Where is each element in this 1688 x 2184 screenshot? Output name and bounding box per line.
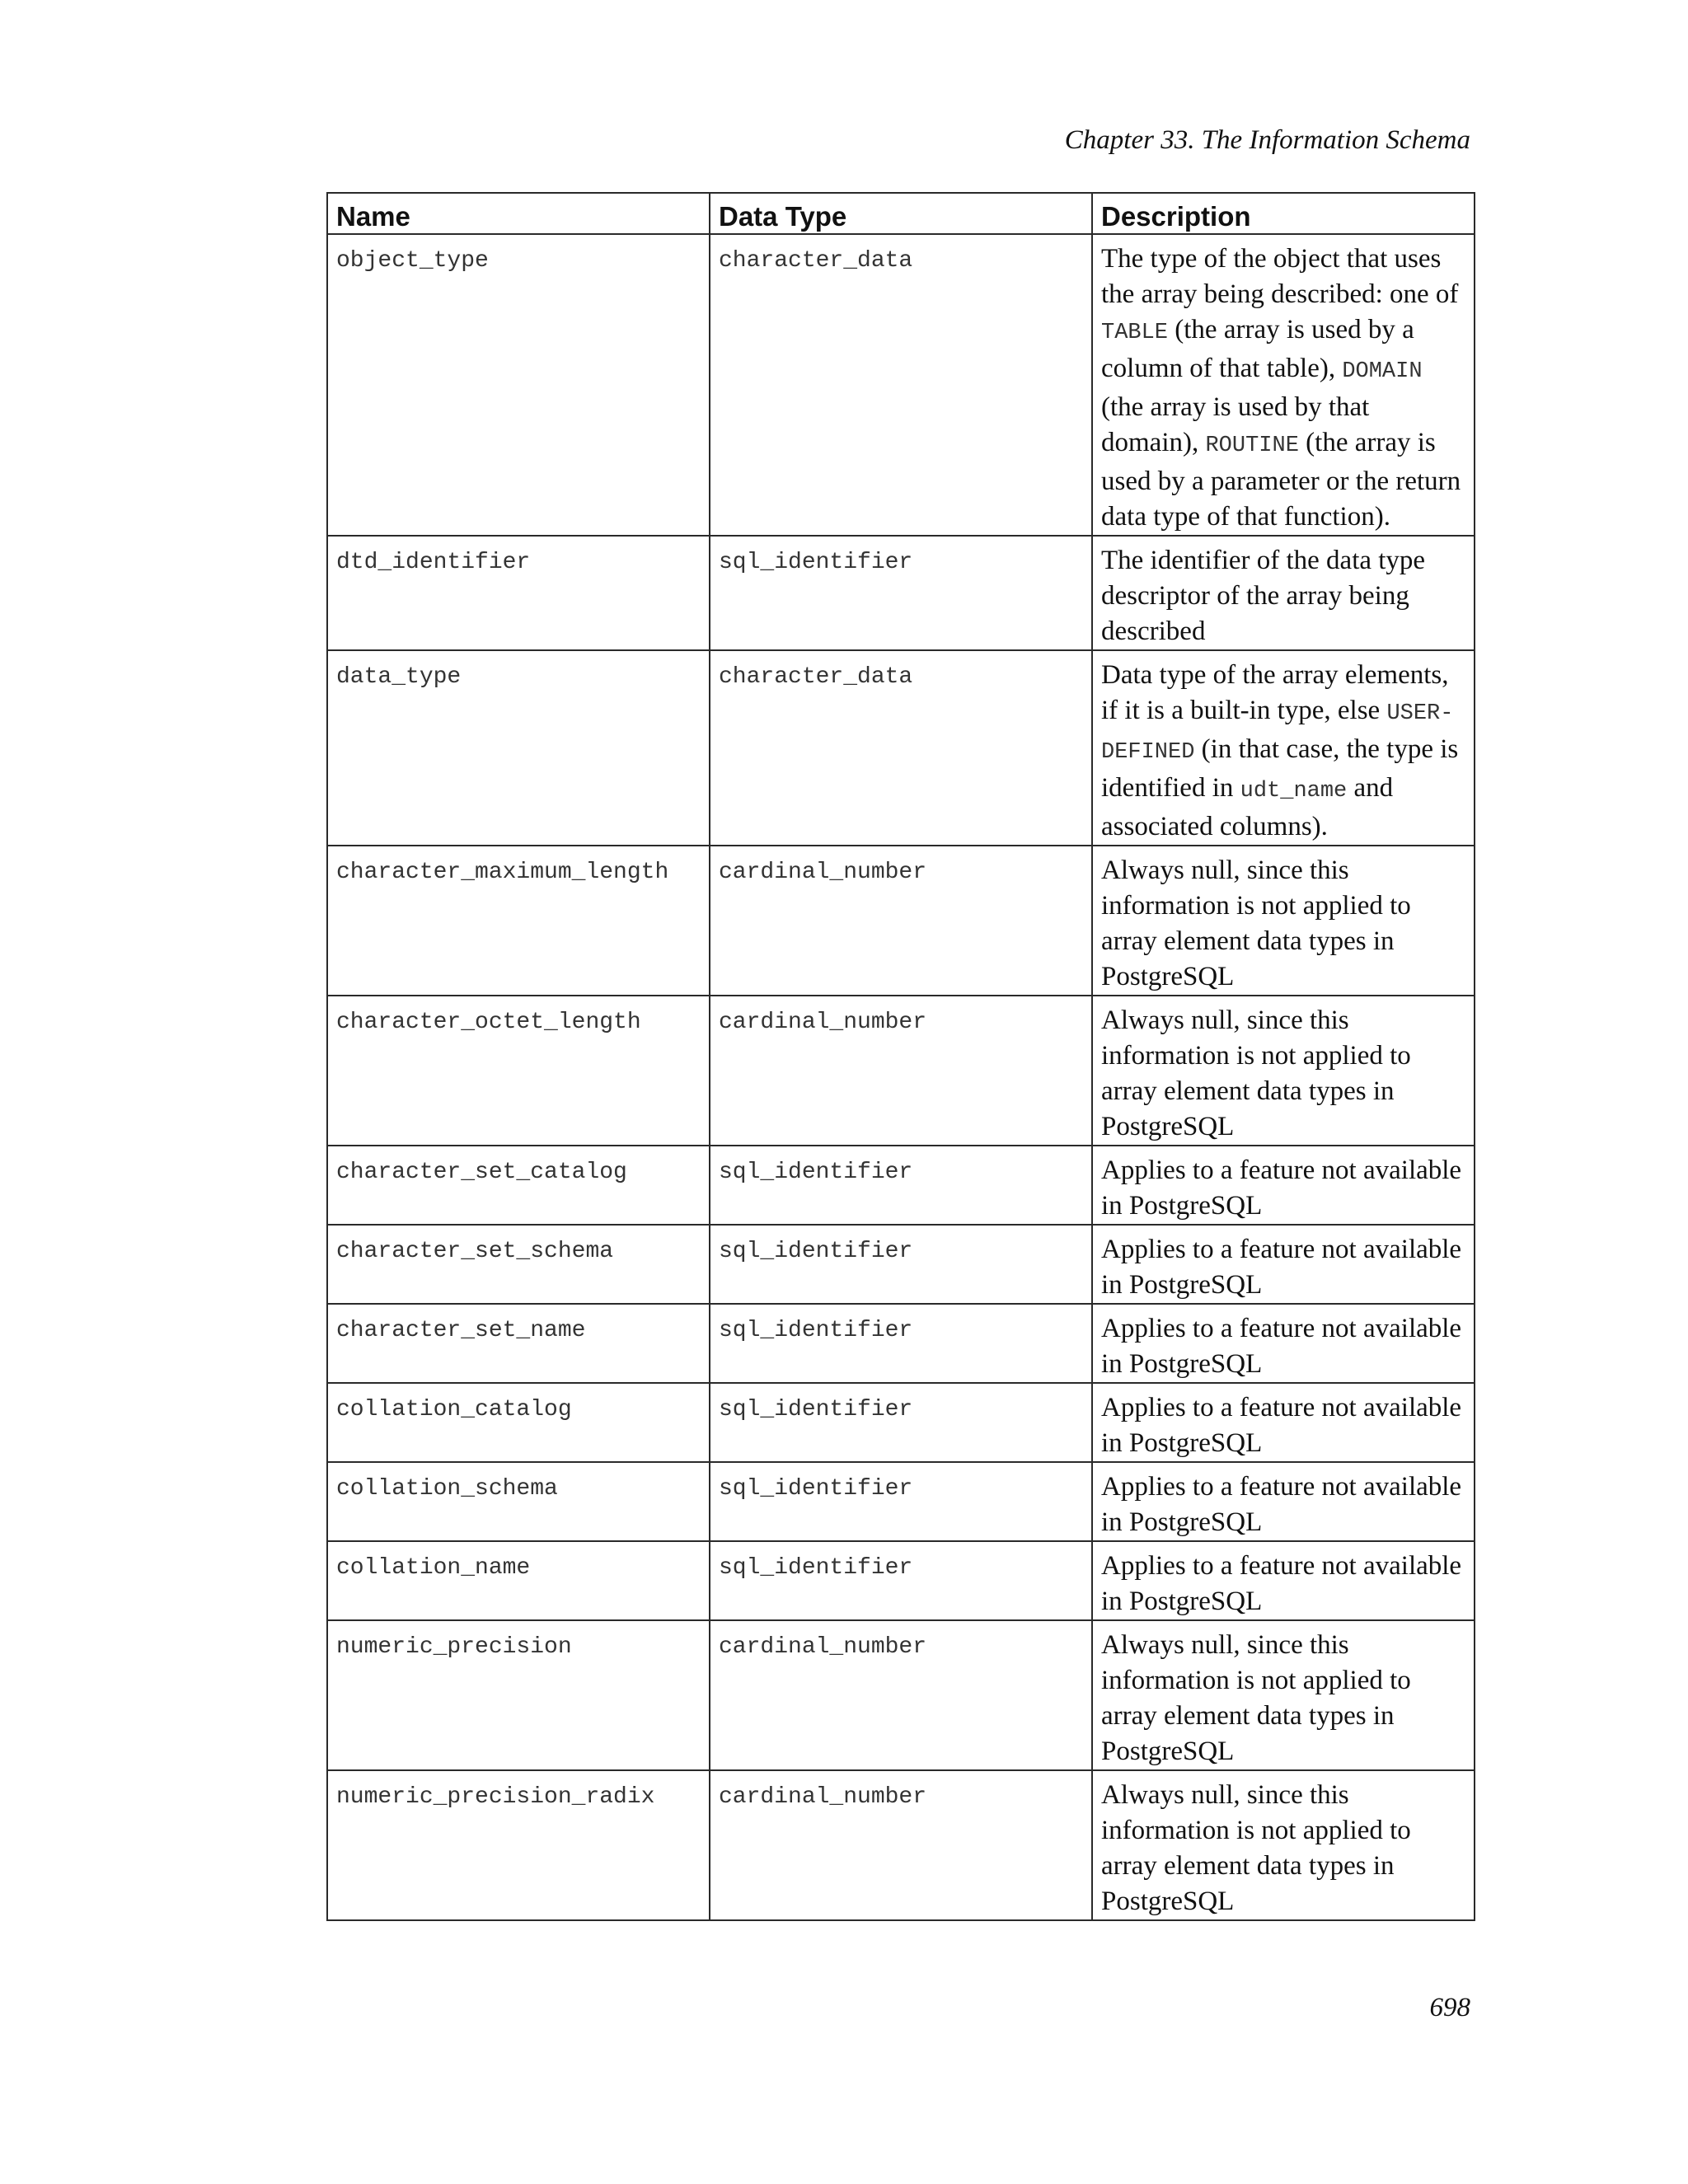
table-row bbox=[327, 1225, 1475, 1304]
table-row bbox=[327, 1770, 1475, 1920]
column-header-data-type: Data Type bbox=[710, 193, 1092, 234]
cell-column-name: character_octet_length bbox=[327, 996, 710, 1146]
table-row bbox=[327, 536, 1475, 650]
description-text: (the array is used by that domain), bbox=[1101, 392, 1370, 457]
cell-column-name: collation_catalog bbox=[327, 1383, 710, 1462]
table-row bbox=[327, 1462, 1475, 1541]
cell-column-name: character_set_schema bbox=[327, 1225, 710, 1304]
description-text: Applies to a feature not available in PostgreSQL bbox=[1101, 1393, 1462, 1458]
cell-column-name: character_maximum_length bbox=[327, 846, 710, 996]
description-text: (the array is used by a column of that table), bbox=[1101, 315, 1414, 383]
description-text: Always null, since this information is not applied to array element data types in PostgreSQL bbox=[1101, 1780, 1411, 1916]
cell-column-name: character_set_catalog bbox=[327, 1146, 710, 1225]
table-row bbox=[327, 1304, 1475, 1383]
description-text: (in that case, the type is identified in bbox=[1101, 734, 1459, 803]
cell-data-type: character_data bbox=[710, 650, 1092, 846]
table-header-row bbox=[327, 193, 1475, 234]
cell-data-type: sql_identifier bbox=[710, 536, 1092, 650]
table-row bbox=[327, 846, 1475, 996]
cell-description bbox=[1092, 1462, 1475, 1541]
description-text: The type of the object that uses the array being described: one of bbox=[1101, 244, 1459, 309]
table-row bbox=[327, 1383, 1475, 1462]
cell-description bbox=[1092, 996, 1475, 1146]
description-literal: ROUTINE bbox=[1205, 434, 1299, 458]
table-row bbox=[327, 1541, 1475, 1620]
table-body bbox=[327, 234, 1475, 1920]
cell-data-type: cardinal_number bbox=[710, 996, 1092, 1146]
cell-column-name: character_set_name bbox=[327, 1304, 710, 1383]
cell-data-type: sql_identifier bbox=[710, 1383, 1092, 1462]
cell-column-name: numeric_precision bbox=[327, 1620, 710, 1770]
cell-data-type: character_data bbox=[710, 234, 1092, 536]
table-row bbox=[327, 996, 1475, 1146]
description-text: Always null, since this information is not applied to array element data types in PostgreSQL bbox=[1101, 1630, 1411, 1766]
cell-description bbox=[1092, 1225, 1475, 1304]
cell-data-type: sql_identifier bbox=[710, 1462, 1092, 1541]
cell-description bbox=[1092, 846, 1475, 996]
column-header-description: Description bbox=[1092, 193, 1475, 234]
cell-column-name: collation_schema bbox=[327, 1462, 710, 1541]
cell-description bbox=[1092, 1541, 1475, 1620]
table-row bbox=[327, 650, 1475, 846]
description-text: Always null, since this information is not applied to array element data types in PostgreSQL bbox=[1101, 1005, 1411, 1141]
description-text: Applies to a feature not available in PostgreSQL bbox=[1101, 1551, 1462, 1616]
cell-description bbox=[1092, 536, 1475, 650]
description-text: Applies to a feature not available in PostgreSQL bbox=[1101, 1314, 1462, 1379]
description-text: Always null, since this information is not applied to array element data types in PostgreSQL bbox=[1101, 855, 1411, 991]
cell-column-name: object_type bbox=[327, 234, 710, 536]
cell-column-name: numeric_precision_radix bbox=[327, 1770, 710, 1920]
cell-data-type: sql_identifier bbox=[710, 1304, 1092, 1383]
cell-column-name: dtd_identifier bbox=[327, 536, 710, 650]
cell-data-type: cardinal_number bbox=[710, 1770, 1092, 1920]
cell-description bbox=[1092, 1146, 1475, 1225]
cell-data-type: cardinal_number bbox=[710, 846, 1092, 996]
description-text: Applies to a feature not available in PostgreSQL bbox=[1101, 1235, 1462, 1300]
cell-description bbox=[1092, 1383, 1475, 1462]
description-text: Data type of the array elements, if it is a built-in type, else bbox=[1101, 660, 1449, 725]
running-header: Chapter 33. The Information Schema bbox=[1064, 125, 1470, 155]
table-row bbox=[327, 1146, 1475, 1225]
description-literal: USER-DEFINED bbox=[1101, 701, 1454, 765]
page-number: 698 bbox=[1429, 1993, 1470, 2022]
description-text: Applies to a feature not available in PostgreSQL bbox=[1101, 1472, 1462, 1537]
table-row bbox=[327, 1620, 1475, 1770]
cell-column-name: collation_name bbox=[327, 1541, 710, 1620]
description-text: The identifier of the data type descriptor of the array being described bbox=[1101, 546, 1426, 646]
description-text: Applies to a feature not available in PostgreSQL bbox=[1101, 1155, 1462, 1221]
description-literal: udt_name bbox=[1240, 779, 1348, 804]
cell-description bbox=[1092, 650, 1475, 846]
cell-description bbox=[1092, 234, 1475, 536]
cell-column-name: data_type bbox=[327, 650, 710, 846]
cell-data-type: sql_identifier bbox=[710, 1225, 1092, 1304]
attributes-table bbox=[326, 192, 1475, 1921]
description-text: (the array is used by a parameter or the return data type of that function). bbox=[1101, 428, 1461, 532]
table-row bbox=[327, 234, 1475, 536]
description-text: and associated columns). bbox=[1101, 773, 1394, 841]
cell-description bbox=[1092, 1770, 1475, 1920]
cell-data-type: cardinal_number bbox=[710, 1620, 1092, 1770]
column-header-name: Name bbox=[327, 193, 710, 234]
cell-description bbox=[1092, 1304, 1475, 1383]
description-literal: DOMAIN bbox=[1342, 359, 1423, 384]
cell-data-type: sql_identifier bbox=[710, 1146, 1092, 1225]
description-literal: TABLE bbox=[1101, 321, 1169, 345]
cell-description bbox=[1092, 1620, 1475, 1770]
cell-data-type: sql_identifier bbox=[710, 1541, 1092, 1620]
